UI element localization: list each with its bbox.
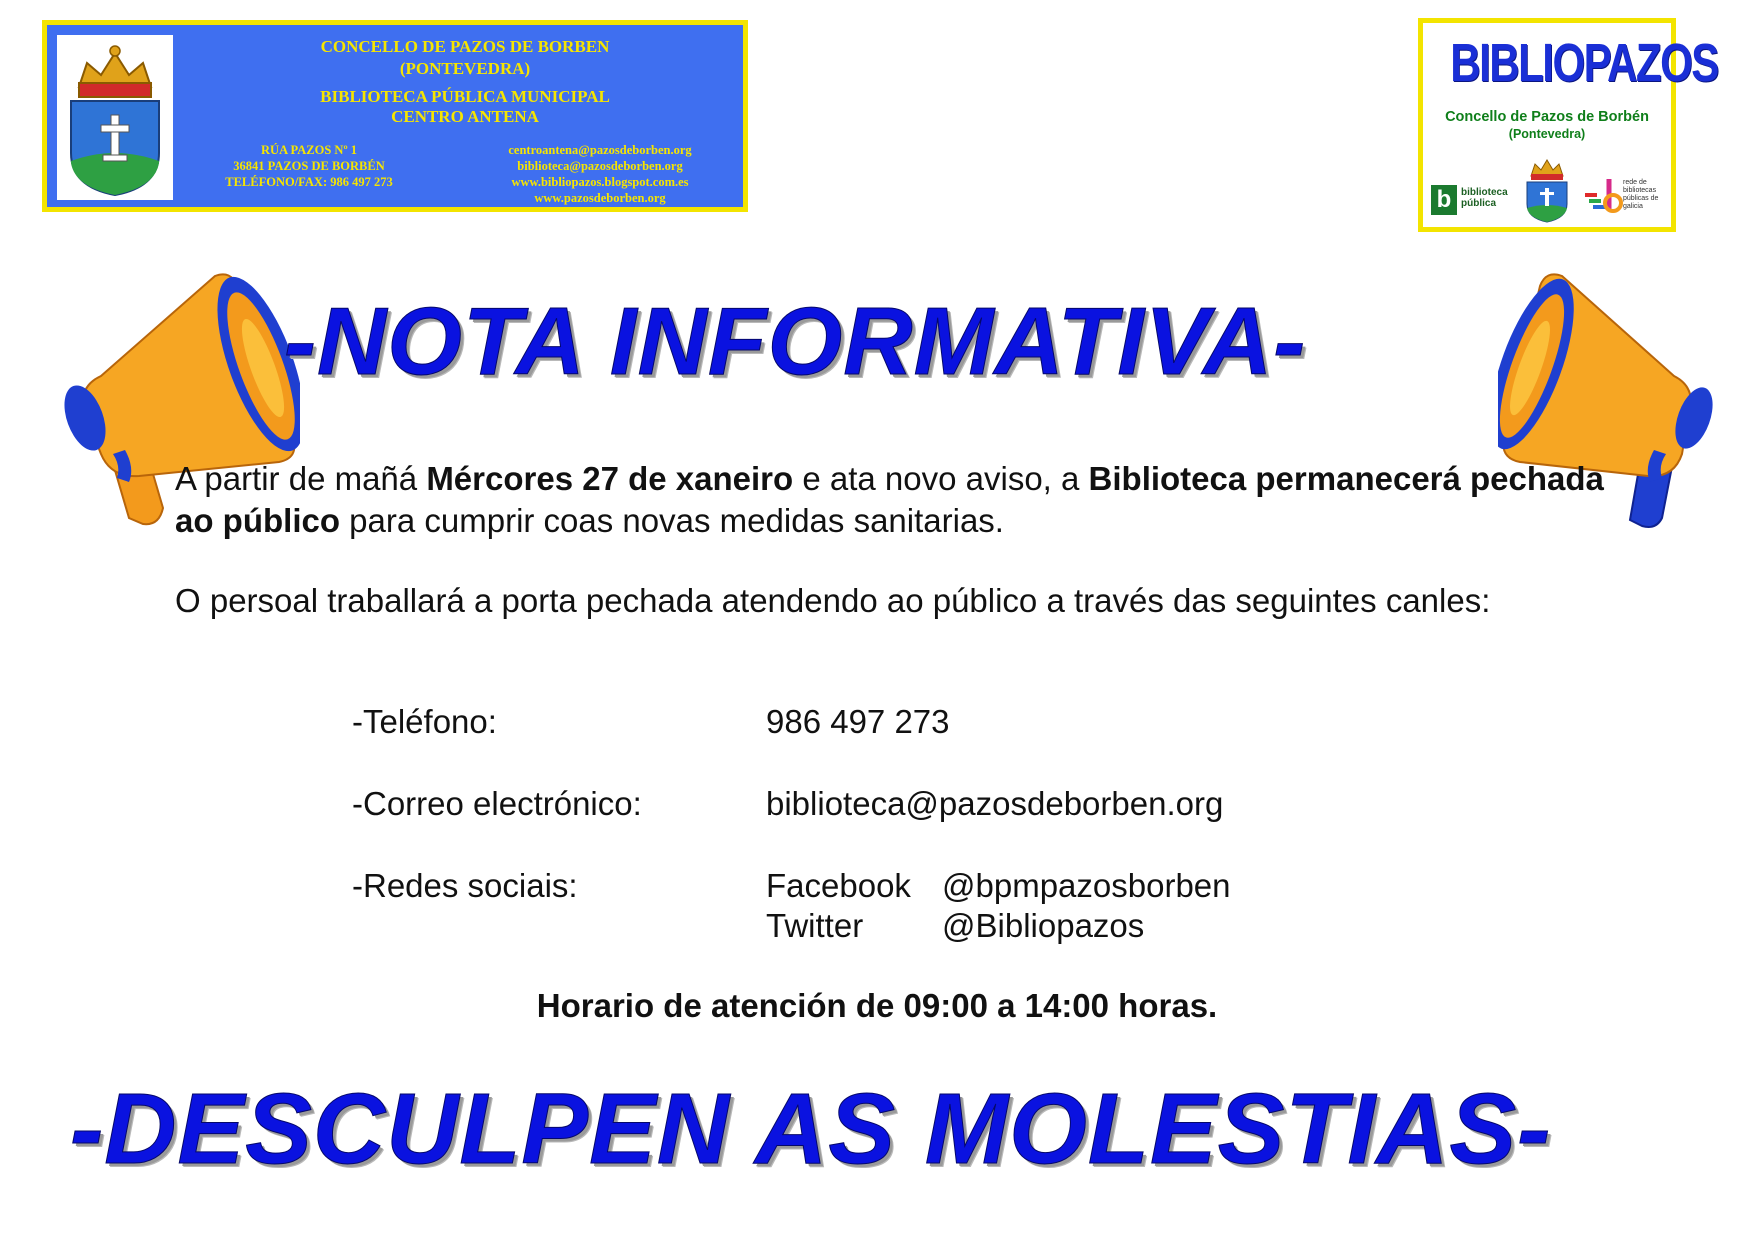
- closure-paragraph: [175, 458, 1605, 542]
- closure-date: Mércores 27 de xaneiro: [426, 460, 794, 497]
- crest-icon: [1521, 158, 1573, 224]
- closure-text: e ata novo aviso, a: [793, 460, 1089, 497]
- crest-icon: [57, 35, 173, 200]
- contact-link[interactable]: biblioteca@pazosdeborben.org: [517, 159, 683, 173]
- social-label: -Redes sociais:: [352, 867, 578, 904]
- twitter-name: Twitter: [766, 907, 864, 944]
- logo-subtitle: Concello de Pazos de Borbén: [1445, 109, 1649, 125]
- banner-line-1: CONCELLO DE PAZOS DE BORBEN: [320, 37, 610, 56]
- biblioteca-letter: b: [1431, 185, 1457, 215]
- phone-value[interactable]: 986 497 273: [766, 703, 950, 740]
- apology-title: -DESCULPEN AS MOLESTIAS-: [70, 1073, 1552, 1185]
- contact-link[interactable]: www.pazosdeborben.org: [534, 191, 666, 205]
- staff-paragraph: O persoal traballará a porta pechada atendendo ao público a través das seguintes canles:: [175, 582, 1491, 619]
- banner-line-2: (PONTEVEDRA): [399, 59, 531, 78]
- twitter-entry[interactable]: [766, 906, 1145, 946]
- bibliopazos-logo: [1418, 18, 1718, 232]
- contact-link[interactable]: www.bibliopazos.blogspot.com.es: [511, 175, 689, 189]
- banner-line-4: CENTRO ANTENA: [391, 107, 539, 126]
- closure-status: Biblioteca permanecerá pechada ao público: [175, 460, 1604, 539]
- logo-title: BIBLIOPAZOS: [1450, 33, 1718, 93]
- biblioteca-publica-logo: [1431, 183, 1517, 217]
- address-line: 36841 PAZOS DE BORBÉN: [233, 159, 385, 173]
- twitter-handle[interactable]: @Bibliopazos: [942, 907, 1145, 944]
- facebook-handle[interactable]: @bpmpazosborben: [942, 867, 1231, 904]
- contact-link[interactable]: centroantena@pazosdeborben.org: [508, 143, 692, 157]
- facebook-entry[interactable]: [766, 866, 1231, 906]
- facebook-name: Facebook: [766, 867, 911, 904]
- phone-label: -Teléfono:: [352, 703, 497, 740]
- opening-hours: Horario de atención de 09:00 a 14:00 horas.: [536, 987, 1218, 1024]
- banner-line-3: BIBLIOTECA PÚBLICA MUNICIPAL: [320, 87, 610, 106]
- notice-title: -NOTA INFORMATIVA-: [284, 288, 1307, 395]
- closure-text: A partir de mañá: [175, 460, 427, 497]
- logo-region: (Pontevedra): [1508, 127, 1586, 141]
- rede-bibliotecas-logo: [1581, 173, 1671, 223]
- address-line: TELÉFONO/FAX: 986 497 273: [225, 175, 393, 189]
- rede-label: rede de bibliotecas públicas de galicia: [1623, 179, 1659, 210]
- email-value[interactable]: biblioteca@pazosdeborben.org: [766, 785, 1224, 822]
- biblioteca-label: biblioteca pública: [1461, 187, 1508, 209]
- institution-banner: [42, 20, 748, 212]
- address-line: RÚA PAZOS Nº 1: [261, 143, 357, 157]
- closure-text: para cumprir coas novas medidas sanitarias.: [340, 502, 1004, 539]
- email-label: -Correo electrónico:: [352, 785, 642, 822]
